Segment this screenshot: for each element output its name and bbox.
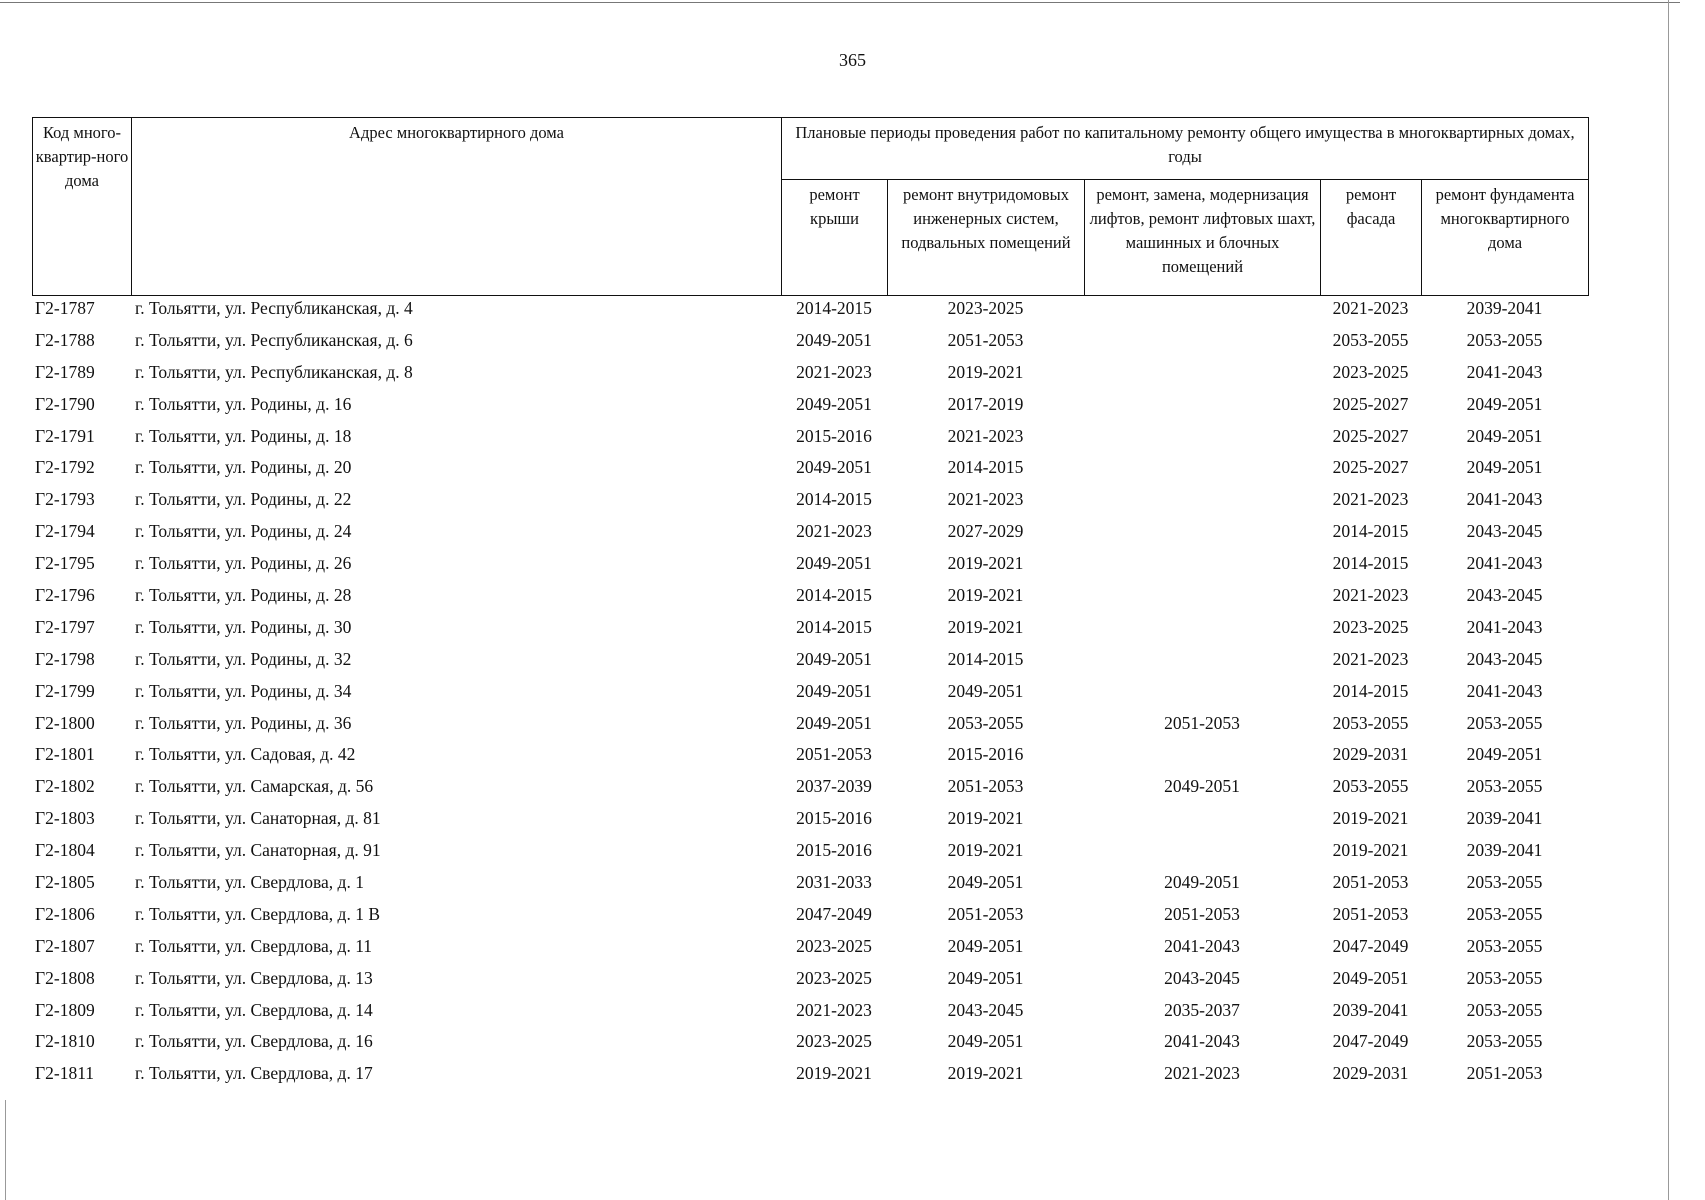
systems-cell: 2019-2021	[947, 553, 1024, 574]
table-row	[32, 420, 1588, 452]
table-row	[32, 770, 1588, 802]
data-table	[32, 292, 1588, 1089]
roof-cell: 2021-2023	[796, 999, 872, 1020]
code-cell: Г2-1803	[35, 808, 95, 829]
table-row	[32, 994, 1588, 1026]
facade-cell: 2029-2031	[1332, 1063, 1409, 1084]
table-row	[32, 356, 1588, 388]
page-number: 365	[839, 50, 866, 70]
foundation-cell: 2039-2041	[1466, 297, 1543, 318]
facade-cell: 2025-2027	[1332, 393, 1409, 414]
table-header	[32, 117, 1589, 296]
address-cell: г. Тольятти, ул. Родины, д. 20	[135, 457, 352, 478]
header-facade: ремонт фасада	[1321, 179, 1422, 295]
lifts-cell: 2051-2053	[1164, 903, 1240, 924]
lifts-cell	[1084, 324, 1320, 356]
top-border-line	[0, 2, 1680, 3]
header-roof: ремонт крыши	[782, 179, 888, 295]
table-row	[32, 451, 1588, 483]
lifts-cell: 2021-2023	[1164, 1063, 1240, 1084]
roof-cell: 2023-2025	[796, 967, 872, 988]
roof-cell: 2037-2039	[796, 776, 872, 797]
foundation-cell: 2049-2051	[1466, 393, 1543, 414]
table-row	[32, 324, 1588, 356]
address-cell: г. Тольятти, ул. Родины, д. 24	[135, 521, 352, 542]
code-cell: Г2-1787	[35, 297, 95, 318]
facade-cell: 2053-2055	[1332, 776, 1409, 797]
roof-cell: 2049-2051	[796, 457, 872, 478]
code-cell: Г2-1791	[35, 425, 95, 446]
roof-cell: 2021-2023	[796, 521, 872, 542]
foundation-cell: 2049-2051	[1466, 425, 1543, 446]
code-cell: Г2-1788	[35, 329, 95, 350]
facade-cell: 2014-2015	[1332, 680, 1409, 701]
address-cell: г. Тольятти, ул. Свердлова, д. 11	[135, 935, 373, 956]
code-cell: Г2-1799	[35, 680, 95, 701]
lifts-cell	[1084, 356, 1320, 388]
address-cell: г. Тольятти, ул. Родины, д. 18	[135, 425, 352, 446]
roof-cell: 2049-2051	[796, 712, 872, 733]
table-row	[32, 866, 1588, 898]
table-row	[32, 547, 1588, 579]
facade-cell: 2023-2025	[1332, 616, 1409, 637]
address-cell: г. Тольятти, ул. Садовая, д. 42	[135, 744, 356, 765]
systems-cell: 2019-2021	[947, 361, 1024, 382]
address-cell: г. Тольятти, ул. Свердлова, д. 1	[135, 871, 364, 892]
foundation-cell: 2053-2055	[1466, 871, 1543, 892]
systems-cell: 2019-2021	[947, 616, 1024, 637]
systems-cell: 2027-2029	[947, 521, 1024, 542]
lifts-cell	[1084, 643, 1320, 675]
foundation-cell: 2039-2041	[1466, 808, 1543, 829]
lifts-cell: 2043-2045	[1164, 967, 1240, 988]
foundation-cell: 2053-2055	[1466, 1031, 1543, 1052]
facade-cell: 2053-2055	[1332, 329, 1409, 350]
foundation-cell: 2053-2055	[1466, 903, 1543, 924]
table-row	[32, 707, 1588, 739]
roof-cell: 2049-2051	[796, 393, 872, 414]
systems-cell: 2049-2051	[947, 680, 1024, 701]
roof-cell: 2014-2015	[796, 584, 872, 605]
code-cell: Г2-1797	[35, 616, 95, 637]
systems-cell: 2015-2016	[947, 744, 1024, 765]
lifts-cell	[1084, 579, 1320, 611]
systems-cell: 2019-2021	[947, 840, 1024, 861]
table-row	[32, 483, 1588, 515]
facade-cell: 2039-2041	[1332, 999, 1409, 1020]
systems-cell: 2049-2051	[947, 1031, 1024, 1052]
code-cell: Г2-1810	[35, 1031, 95, 1052]
foundation-cell: 2043-2045	[1466, 584, 1543, 605]
code-cell: Г2-1798	[35, 648, 95, 669]
table-row	[32, 292, 1588, 324]
code-cell: Г2-1792	[35, 457, 95, 478]
address-cell: г. Тольятти, ул. Республиканская, д. 6	[135, 329, 413, 350]
systems-cell: 2051-2053	[947, 903, 1024, 924]
lifts-cell	[1084, 802, 1320, 834]
header-address: Адрес многоквартирного дома	[132, 118, 782, 296]
foundation-cell: 2053-2055	[1466, 776, 1543, 797]
lifts-cell	[1084, 483, 1320, 515]
foundation-cell: 2053-2055	[1466, 999, 1543, 1020]
lifts-cell	[1084, 547, 1320, 579]
foundation-cell: 2053-2055	[1466, 967, 1543, 988]
systems-cell: 2049-2051	[947, 935, 1024, 956]
facade-cell: 2021-2023	[1332, 297, 1409, 318]
lifts-cell	[1084, 834, 1320, 866]
address-cell: г. Тольятти, ул. Родины, д. 36	[135, 712, 352, 733]
address-cell: г. Тольятти, ул. Родины, д. 32	[135, 648, 352, 669]
facade-cell: 2019-2021	[1332, 840, 1409, 861]
code-cell: Г2-1790	[35, 393, 95, 414]
address-cell: г. Тольятти, ул. Республиканская, д. 8	[135, 361, 413, 382]
address-cell: г. Тольятти, ул. Свердлова, д. 14	[135, 999, 373, 1020]
systems-cell: 2049-2051	[947, 967, 1024, 988]
table-row	[32, 898, 1588, 930]
systems-cell: 2014-2015	[947, 648, 1024, 669]
address-cell: г. Тольятти, ул. Свердлова, д. 13	[135, 967, 373, 988]
table-row	[32, 611, 1588, 643]
systems-cell: 2019-2021	[947, 808, 1024, 829]
foundation-cell: 2049-2051	[1466, 744, 1543, 765]
code-cell: Г2-1800	[35, 712, 95, 733]
foundation-cell: 2041-2043	[1466, 616, 1543, 637]
lifts-cell: 2035-2037	[1164, 999, 1240, 1020]
foundation-cell: 2051-2053	[1466, 1063, 1543, 1084]
roof-cell: 2049-2051	[796, 553, 872, 574]
code-cell: Г2-1793	[35, 489, 95, 510]
roof-cell: 2051-2053	[796, 744, 872, 765]
facade-cell: 2049-2051	[1332, 967, 1409, 988]
header-foundation: ремонт фундамента многоквартирного дома	[1422, 179, 1589, 295]
address-cell: г. Тольятти, ул. Самарская, д. 56	[135, 776, 374, 797]
lifts-cell	[1084, 611, 1320, 643]
address-cell: г. Тольятти, ул. Свердлова, д. 17	[135, 1063, 373, 1084]
facade-cell: 2047-2049	[1332, 1031, 1409, 1052]
lifts-cell	[1084, 675, 1320, 707]
lifts-cell: 2049-2051	[1164, 776, 1240, 797]
lifts-cell	[1084, 292, 1320, 324]
lifts-cell	[1084, 515, 1320, 547]
roof-cell: 2031-2033	[796, 871, 872, 892]
foundation-cell: 2041-2043	[1466, 489, 1543, 510]
table-row	[32, 643, 1588, 675]
systems-cell: 2019-2021	[947, 1063, 1024, 1084]
lifts-cell	[1084, 451, 1320, 483]
table-row	[32, 738, 1588, 770]
address-cell: г. Тольятти, ул. Санаторная, д. 91	[135, 840, 381, 861]
address-cell: г. Тольятти, ул. Родины, д. 30	[135, 616, 352, 637]
table-row	[32, 1057, 1588, 1089]
facade-cell: 2051-2053	[1332, 871, 1409, 892]
systems-cell: 2023-2025	[947, 297, 1024, 318]
table-row	[32, 930, 1588, 962]
roof-cell: 2014-2015	[796, 616, 872, 637]
header-lifts: ремонт, замена, модернизация лифтов, ремонт лифтовых шахт, машинных и блочных помещений	[1085, 179, 1321, 295]
facade-cell: 2021-2023	[1332, 489, 1409, 510]
foundation-cell: 2041-2043	[1466, 680, 1543, 701]
table-row	[32, 962, 1588, 994]
facade-cell: 2053-2055	[1332, 712, 1409, 733]
lifts-cell	[1084, 738, 1320, 770]
roof-cell: 2049-2051	[796, 648, 872, 669]
systems-cell: 2021-2023	[947, 489, 1024, 510]
address-cell: г. Тольятти, ул. Свердлова, д. 1 В	[135, 903, 380, 924]
left-border-line	[5, 1100, 6, 1200]
address-cell: г. Тольятти, ул. Республиканская, д. 4	[135, 297, 413, 318]
code-cell: Г2-1808	[35, 967, 95, 988]
lifts-cell: 2049-2051	[1164, 871, 1240, 892]
roof-cell: 2015-2016	[796, 425, 872, 446]
code-cell: Г2-1796	[35, 584, 95, 605]
facade-cell: 2051-2053	[1332, 903, 1409, 924]
code-cell: Г2-1807	[35, 935, 95, 956]
roof-cell: 2019-2021	[796, 1063, 872, 1084]
code-cell: Г2-1806	[35, 903, 95, 924]
address-cell: г. Тольятти, ул. Родины, д. 26	[135, 553, 352, 574]
foundation-cell: 2039-2041	[1466, 840, 1543, 861]
foundation-cell: 2049-2051	[1466, 457, 1543, 478]
code-cell: Г2-1802	[35, 776, 95, 797]
systems-cell: 2017-2019	[947, 393, 1024, 414]
table-row	[32, 675, 1588, 707]
right-border-line	[1668, 0, 1669, 1200]
table-row	[32, 802, 1588, 834]
roof-cell: 2047-2049	[796, 903, 872, 924]
roof-cell: 2015-2016	[796, 808, 872, 829]
systems-cell: 2014-2015	[947, 457, 1024, 478]
table-row	[32, 834, 1588, 866]
lifts-cell: 2041-2043	[1164, 935, 1240, 956]
systems-cell: 2021-2023	[947, 425, 1024, 446]
facade-cell: 2023-2025	[1332, 361, 1409, 382]
facade-cell: 2014-2015	[1332, 521, 1409, 542]
address-cell: г. Тольятти, ул. Свердлова, д. 16	[135, 1031, 373, 1052]
systems-cell: 2053-2055	[947, 712, 1024, 733]
roof-cell: 2021-2023	[796, 361, 872, 382]
address-cell: г. Тольятти, ул. Санаторная, д. 81	[135, 808, 381, 829]
header-periods: Плановые периоды проведения работ по капитальному ремонту общего имущества в многоквартирных домах, годы	[782, 118, 1589, 180]
systems-cell: 2043-2045	[947, 999, 1024, 1020]
foundation-cell: 2043-2045	[1466, 521, 1543, 542]
table-row	[32, 388, 1588, 420]
roof-cell: 2049-2051	[796, 680, 872, 701]
address-cell: г. Тольятти, ул. Родины, д. 22	[135, 489, 352, 510]
facade-cell: 2014-2015	[1332, 553, 1409, 574]
foundation-cell: 2053-2055	[1466, 935, 1543, 956]
lifts-cell	[1084, 420, 1320, 452]
roof-cell: 2023-2025	[796, 935, 872, 956]
facade-cell: 2019-2021	[1332, 808, 1409, 829]
code-cell: Г2-1805	[35, 871, 95, 892]
facade-cell: 2025-2027	[1332, 425, 1409, 446]
foundation-cell: 2053-2055	[1466, 712, 1543, 733]
foundation-cell: 2041-2043	[1466, 361, 1543, 382]
facade-cell: 2021-2023	[1332, 648, 1409, 669]
table-row	[32, 579, 1588, 611]
table-row	[32, 515, 1588, 547]
code-cell: Г2-1801	[35, 744, 95, 765]
code-cell: Г2-1809	[35, 999, 95, 1020]
systems-cell: 2049-2051	[947, 871, 1024, 892]
lifts-cell	[1084, 388, 1320, 420]
facade-cell: 2021-2023	[1332, 584, 1409, 605]
lifts-cell: 2041-2043	[1164, 1031, 1240, 1052]
code-cell: Г2-1794	[35, 521, 95, 542]
roof-cell: 2014-2015	[796, 297, 872, 318]
address-cell: г. Тольятти, ул. Родины, д. 34	[135, 680, 352, 701]
table-row	[32, 1025, 1588, 1057]
lifts-cell: 2051-2053	[1164, 712, 1240, 733]
foundation-cell: 2041-2043	[1466, 553, 1543, 574]
roof-cell: 2049-2051	[796, 329, 872, 350]
systems-cell: 2051-2053	[947, 329, 1024, 350]
facade-cell: 2029-2031	[1332, 744, 1409, 765]
facade-cell: 2025-2027	[1332, 457, 1409, 478]
systems-cell: 2051-2053	[947, 776, 1024, 797]
code-cell: Г2-1789	[35, 361, 95, 382]
code-cell: Г2-1804	[35, 840, 95, 861]
facade-cell: 2047-2049	[1332, 935, 1409, 956]
code-cell: Г2-1811	[35, 1063, 95, 1084]
address-cell: г. Тольятти, ул. Родины, д. 16	[135, 393, 352, 414]
roof-cell: 2023-2025	[796, 1031, 872, 1052]
roof-cell: 2014-2015	[796, 489, 872, 510]
code-cell: Г2-1795	[35, 553, 95, 574]
address-cell: г. Тольятти, ул. Родины, д. 28	[135, 584, 352, 605]
systems-cell: 2019-2021	[947, 584, 1024, 605]
roof-cell: 2015-2016	[796, 840, 872, 861]
header-systems: ремонт внутридомовых инженерных систем, подвальных помещений	[888, 179, 1085, 295]
foundation-cell: 2043-2045	[1466, 648, 1543, 669]
foundation-cell: 2053-2055	[1466, 329, 1543, 350]
header-code: Код много-квартир-ного дома	[33, 118, 132, 296]
